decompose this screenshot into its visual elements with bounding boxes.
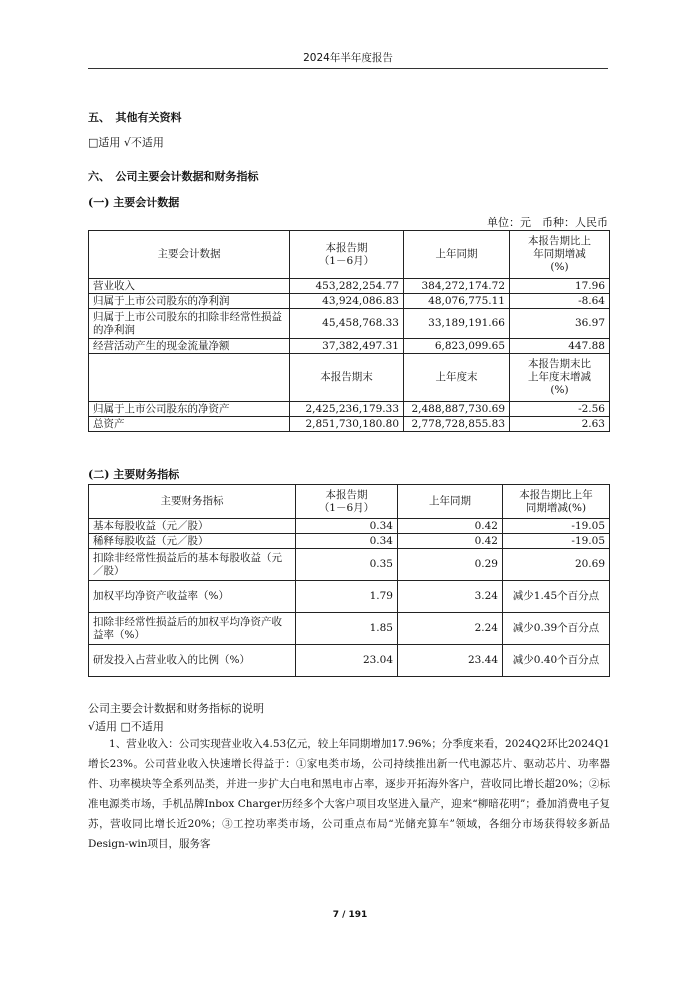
table-row [89, 339, 610, 354]
cell-value: 0.29 [398, 549, 503, 581]
explain-paragraph: 1、营业收入：公司实现营业收入4.53亿元，较上年同期增加17.96%；分季度来看，2024Q2环比2024Q1增长23%。公司营业收入快速增长得益于：①家电类市场，公司持续推出新一代电源芯片、驱动芯片、功率器件、功率模块等全系列品类，并进一步扩大白电和黑电市占率，逐步开拓海外客户，营收同比增长超20%；②标准电源类市场，手机品牌Inbox Charger历经多个大客户项目攻坚进入量产，迎来“柳暗花明”；叠加消费电子复苏，营收同比增长近20%；③工控功率类市场，公司重点布局“光储充算车”领域，各细分市场获得较多新品Design-win项目，服务客 [88, 738, 610, 850]
page-header: 2024年半年度报告 [88, 48, 608, 69]
cell-value: 384,272,174.72 [404, 279, 510, 294]
col-header: 本报告期比上 年同期增减 (%) [510, 231, 610, 279]
unit-note: 单位：元 币种：人民币 [487, 216, 608, 229]
table-row [89, 402, 610, 417]
table-row [89, 534, 610, 549]
row-label: 扣除非经常性损益后的加权平均净资产收益率（%） [89, 613, 296, 645]
cell-value: 减少1.45个百分点 [503, 581, 610, 613]
cell-value: 减少0.39个百分点 [503, 613, 610, 645]
cell-value: 1.79 [296, 581, 398, 613]
col-header: 上年同期 [398, 485, 503, 519]
row-label: 营业收入 [89, 279, 290, 294]
cell-value: 45,458,768.33 [290, 309, 404, 339]
cell-value: 0.42 [398, 519, 503, 534]
col-header-empty [89, 354, 290, 402]
cell-value: 0.35 [296, 549, 398, 581]
cell-value: 36.97 [510, 309, 610, 339]
col-header: 上年同期 [404, 231, 510, 279]
cell-value: 17.96 [510, 279, 610, 294]
table-header-row [89, 231, 610, 279]
col-header: 本报告期末比 上年度末增减 (%) [510, 354, 610, 402]
row-label: 基本每股收益（元／股） [89, 519, 296, 534]
sub2-title: (二) 主要财务指标 [88, 468, 180, 481]
table-row [89, 519, 610, 534]
row-label: 归属于上市公司股东的扣除非经常性损益的净利润 [89, 309, 290, 339]
section5-applicable: □适用 √不适用 [88, 136, 164, 149]
col-header: 主要会计数据 [89, 231, 290, 279]
cell-value: 20.69 [503, 549, 610, 581]
cell-value: 453,282,254.77 [290, 279, 404, 294]
col-header: 本报告期比上年 同期增减(%) [503, 485, 610, 519]
cell-value: -8.64 [510, 294, 610, 309]
col-header: 主要财务指标 [89, 485, 296, 519]
cell-value: 2,488,887,730.69 [404, 402, 510, 417]
row-label: 稀释每股收益（元／股） [89, 534, 296, 549]
explain-title: 公司主要会计数据和财务指标的说明 [88, 702, 264, 715]
table-row [89, 581, 610, 613]
cell-value: -19.05 [503, 534, 610, 549]
cell-value: 2.63 [510, 417, 610, 432]
cell-value: 2,851,730,180.80 [290, 417, 404, 432]
row-label: 研发投入占营业收入的比例（%） [89, 645, 296, 677]
financial-indicators-table [88, 484, 610, 677]
cell-value: 减少0.40个百分点 [503, 645, 610, 677]
page-number: 7 / 191 [332, 910, 368, 920]
col-header: 上年度末 [404, 354, 510, 402]
cell-value: 0.34 [296, 534, 398, 549]
row-label: 总资产 [89, 417, 290, 432]
cell-value: 0.34 [296, 519, 398, 534]
cell-value: 447.88 [510, 339, 610, 354]
table-row [89, 549, 610, 581]
sub1-title: (一) 主要会计数据 [88, 196, 180, 209]
explain-applicable: √适用 □不适用 [88, 720, 164, 733]
cell-value: 2,778,728,855.83 [404, 417, 510, 432]
cell-value: 3.24 [398, 581, 503, 613]
cell-value: 43,924,086.83 [290, 294, 404, 309]
table-subheader-row [89, 354, 610, 402]
table-row [89, 645, 610, 677]
row-label: 扣除非经常性损益后的基本每股收益（元／股） [89, 549, 296, 581]
table-row [89, 294, 610, 309]
col-header: 本报告期 （1－6月） [290, 231, 404, 279]
row-label: 经营活动产生的现金流量净额 [89, 339, 290, 354]
row-label: 归属于上市公司股东的净资产 [89, 402, 290, 417]
table-row [89, 613, 610, 645]
table-row [89, 417, 610, 432]
accounting-data-table [88, 230, 610, 432]
table-row [89, 309, 610, 339]
cell-value: 23.04 [296, 645, 398, 677]
cell-value: -2.56 [510, 402, 610, 417]
cell-value: 1.85 [296, 613, 398, 645]
cell-value: -19.05 [503, 519, 610, 534]
cell-value: 2,425,236,179.33 [290, 402, 404, 417]
section5-title: 五、 其他有关资料 [88, 111, 182, 124]
table-row [89, 279, 610, 294]
row-label: 归属于上市公司股东的净利润 [89, 294, 290, 309]
cell-value: 37,382,497.31 [290, 339, 404, 354]
cell-value: 2.24 [398, 613, 503, 645]
col-header: 本报告期末 [290, 354, 404, 402]
cell-value: 0.42 [398, 534, 503, 549]
table-header-row [89, 485, 610, 519]
cell-value: 6,823,099.65 [404, 339, 510, 354]
row-label: 加权平均净资产收益率（%） [89, 581, 296, 613]
cell-value: 23.44 [398, 645, 503, 677]
cell-value: 33,189,191.66 [404, 309, 510, 339]
cell-value: 48,076,775.11 [404, 294, 510, 309]
col-header: 本报告期 （1－6月） [296, 485, 398, 519]
section6-title: 六、 公司主要会计数据和财务指标 [88, 170, 259, 183]
